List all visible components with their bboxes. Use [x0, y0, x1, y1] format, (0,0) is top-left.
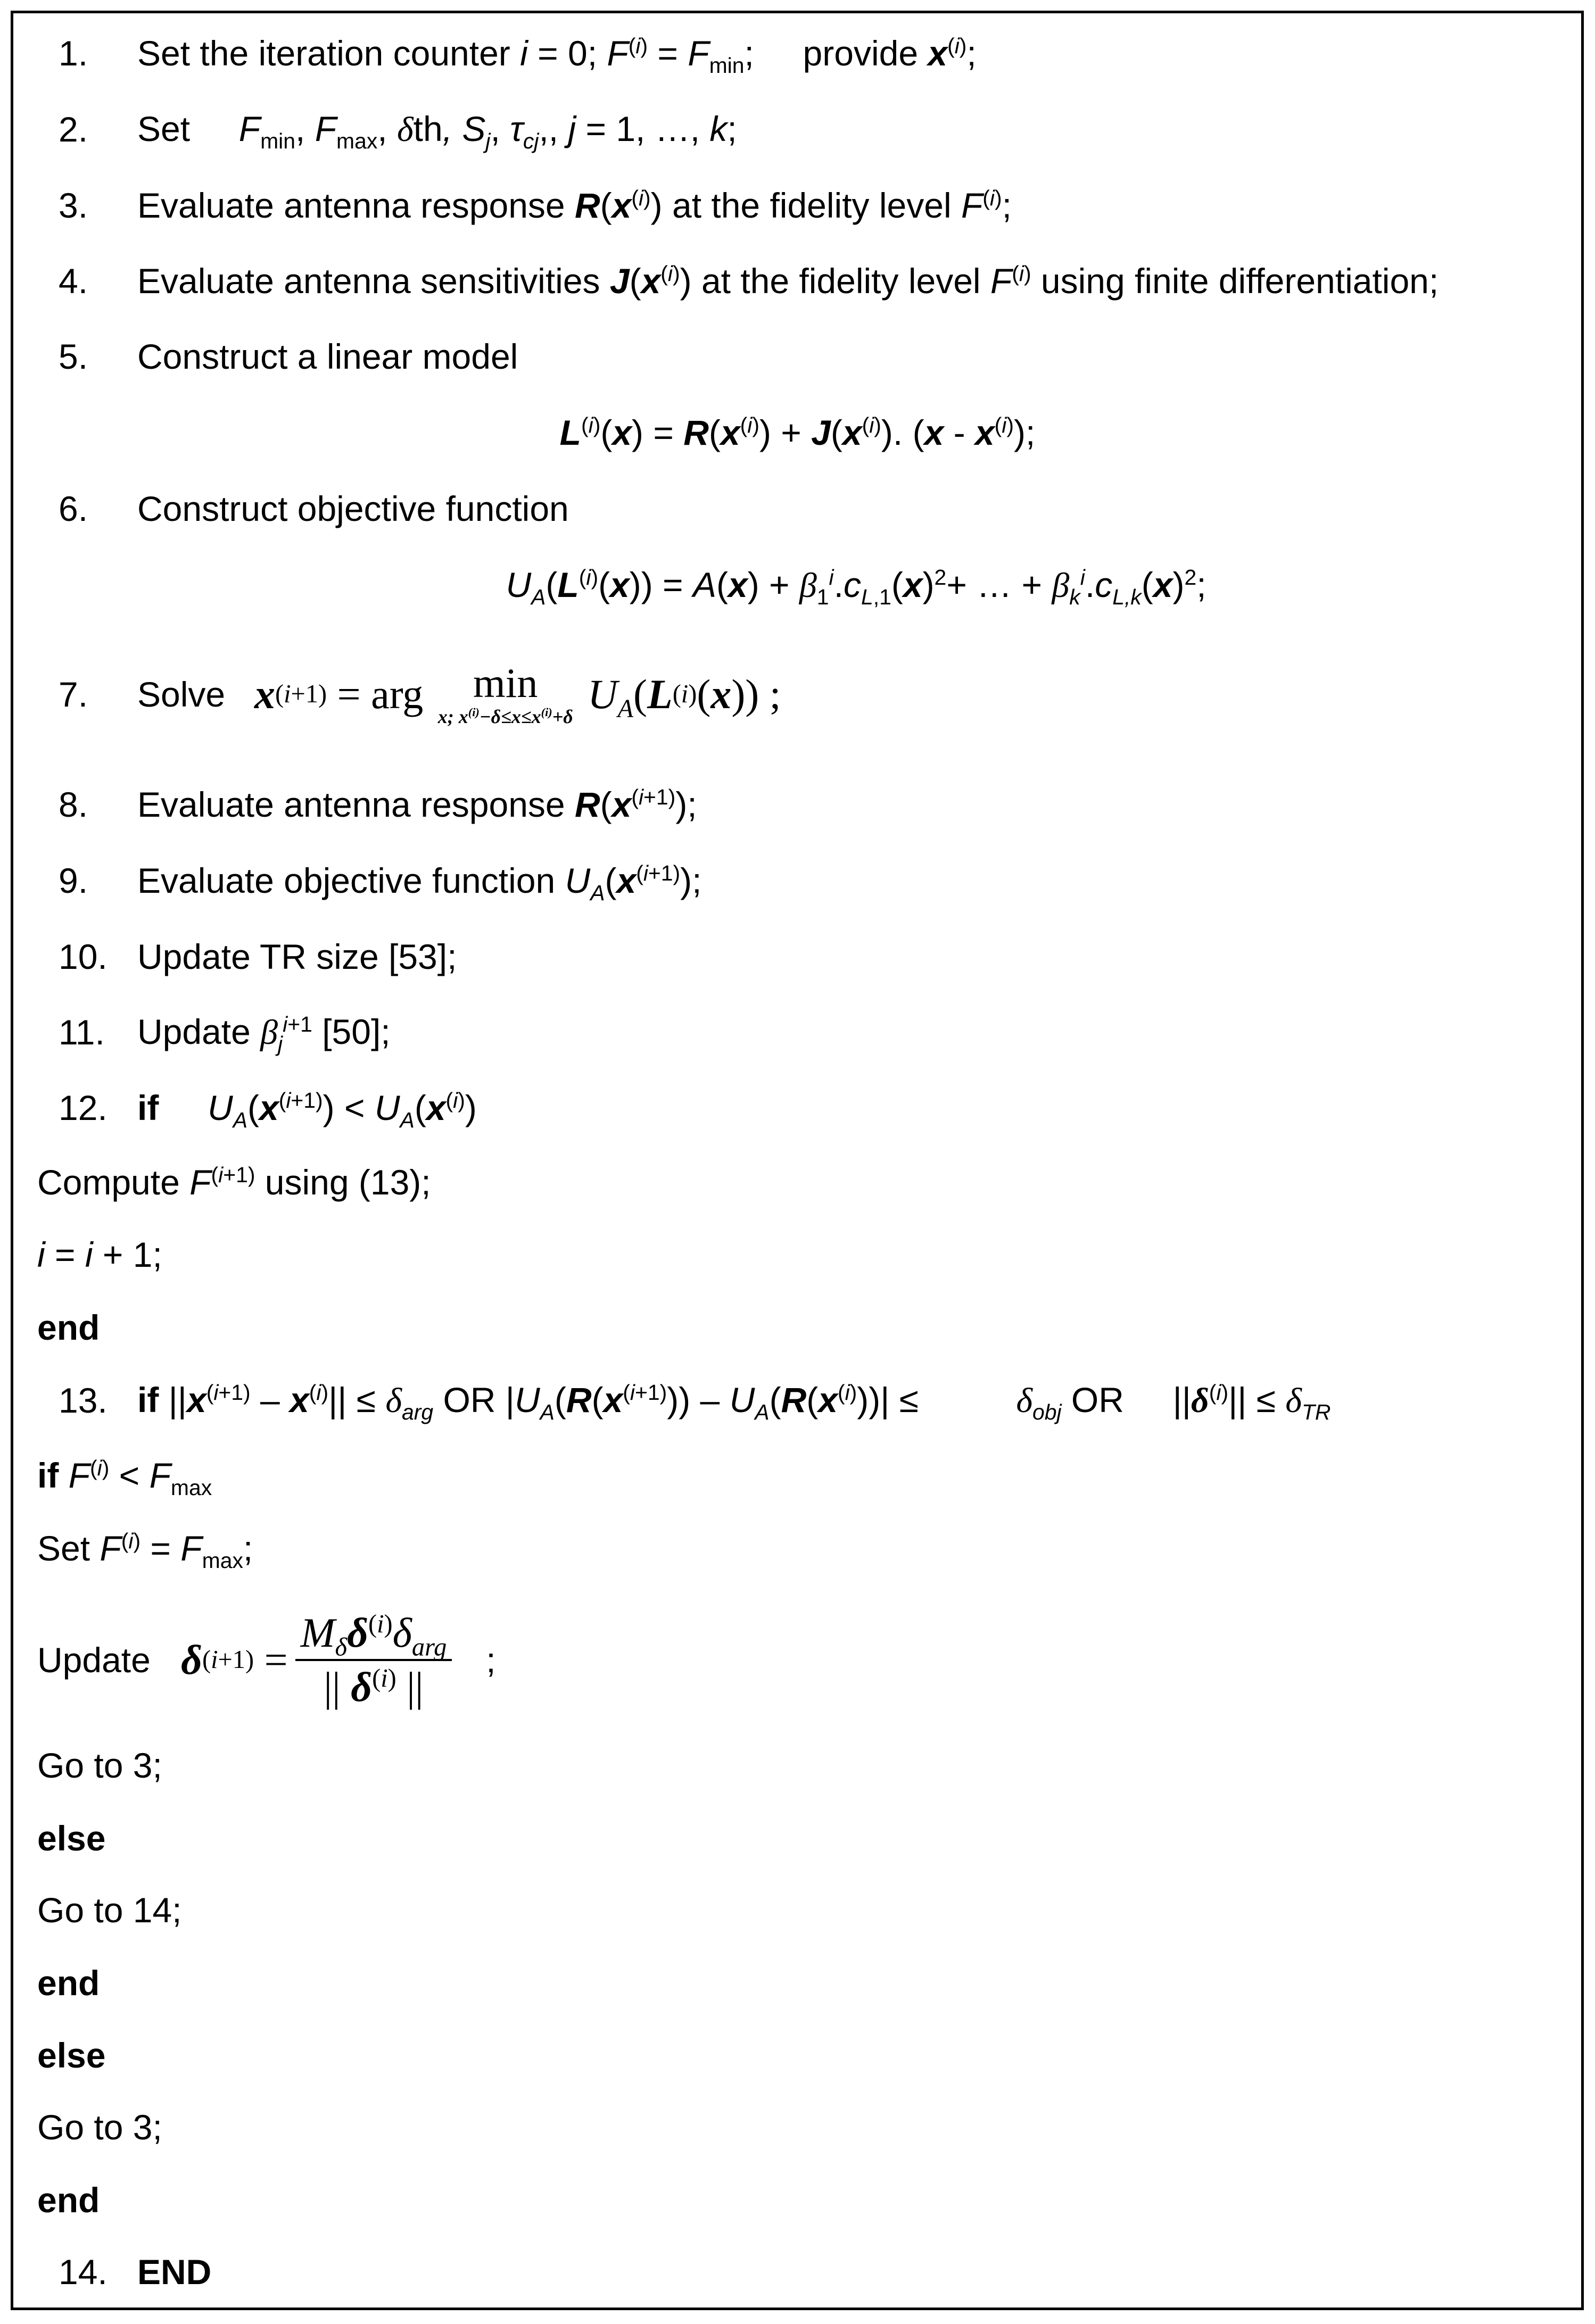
step-text-rendered: Set the iteration counter i = 0; $F^{(i)} = F_{min}$; provide $x^{(i)}$; [137, 34, 977, 78]
step-text-rendered: Evaluate antenna sensitivities $J(x^{(i)})$ at the fidelity level $F^{(i)}$ using finite differentiation; [137, 261, 1439, 301]
step-text: Construct objective function [137, 489, 569, 528]
step-5 [0, 325, 1595, 388]
step-13-if [0, 1443, 1595, 1507]
step-8 [0, 773, 1595, 836]
step-number: 4. [59, 261, 88, 301]
step-12 [0, 1076, 1595, 1140]
step-12-compute [0, 1150, 1595, 1214]
else-keyword: else [37, 2036, 106, 2075]
step-number: 2. [59, 110, 88, 149]
step-number: 3. [59, 186, 88, 225]
line-text: Go to 3; [37, 1746, 162, 1785]
equation: δ (i+1) = $\frac{M_\delta\delta^{(i)}\delta_{arg}}{|| \delta^{(i)} ||}$ ; [181, 1609, 496, 1710]
step-number: 8. [59, 785, 88, 824]
step-1 [0, 21, 1595, 85]
update-label: Update [37, 1640, 151, 1680]
step-13-end-inner [0, 1951, 1595, 2015]
step-number: 10. [59, 937, 108, 976]
line-rendered: Compute $F^{(i+1)}$ using (13); [37, 1163, 431, 1202]
step-number: 13. [59, 1381, 108, 1420]
end-keyword: end [37, 1308, 100, 1347]
equation: $L^{(i)}(x) = R(x^{(i)}) + J(x^{(i)})$. $(x - x^{(i)})$; [559, 413, 1036, 452]
step-2 [0, 97, 1595, 161]
step-12-increment [0, 1223, 1595, 1286]
step-number: 14. [59, 2252, 108, 2292]
step-number: 9. [59, 861, 88, 900]
step-13-set [0, 1516, 1595, 1580]
step-14 [0, 2240, 1595, 2304]
step-13-goto-3b [0, 2095, 1595, 2159]
step-13-else [0, 1806, 1595, 1870]
step-13-goto-3 [0, 1733, 1595, 1797]
step-6 [0, 477, 1595, 541]
step-12-end [0, 1296, 1595, 1359]
step-text: Update TR size [53]; [137, 937, 457, 976]
line-rendered: i = i + 1; [37, 1235, 162, 1274]
step-13 [0, 1368, 1595, 1432]
step-4 [0, 249, 1595, 313]
end-keyword: END [137, 2252, 212, 2292]
step-number: 12. [59, 1088, 108, 1127]
step-text-rendered: Evaluate antenna response $R(x^{(i+1)})$; [137, 785, 697, 824]
step-text-rendered: if $U_A(x^{(i+1)}) < U_A(x^{(i)})$ [137, 1088, 477, 1133]
step-number: 5. [59, 337, 88, 376]
line-rendered: if $F^{(i)} < F_{max}$ [37, 1456, 212, 1500]
step-text-rendered: if $||x^{(i+1)} - x^{(i)}|| \le \delta_{arg}$ OR $|U_A(R(x^{(i+1)})) - U_A(R(x^{(i)}))|$ ≤ $\delta_{obj}$ OR $||\delta^{(i)}|| \le \delta_{TR}$ [137, 1380, 1331, 1425]
line-text: Go to 14; [37, 1890, 182, 1930]
step-number: 7. [59, 675, 88, 714]
step-text-rendered: Set $F_{min}$, $F_{max}$, δth, $S_j$, $\tau_{cj}$,, j = 1, …, k; [137, 109, 737, 154]
step-number: 11. [59, 1012, 105, 1052]
else-keyword: else [37, 1819, 106, 1858]
step-5-equation [0, 401, 1595, 464]
step-6-equation [0, 553, 1595, 617]
step-13-goto-14 [0, 1878, 1595, 1942]
step-text: Solve [137, 675, 226, 714]
step-3 [0, 173, 1595, 237]
equation: x (i+1) = arg min x; $x^{(i)}-\delta\le x\le x^{(i)}+\delta$ $U_A$ ( L (i) ( x )) ; [254, 660, 781, 727]
step-text-rendered: Update $\beta_j^{i+1}$ [50]; [137, 1012, 391, 1057]
equation: $U_A(L^{(i)}(x)) = A(x) + \beta_1^i.c_{L,1}(x)^2+$ … + $\beta_k^i.c_{L,k}(x)^2$; [506, 565, 1206, 610]
line-text: Go to 3; [37, 2107, 162, 2147]
step-text-rendered: Evaluate objective function $U_A(x^{(i+1)})$; [137, 861, 702, 906]
step-13-update [0, 1591, 1595, 1729]
step-10 [0, 925, 1595, 989]
step-text: Construct a linear model [137, 337, 518, 376]
end-keyword: end [37, 1963, 100, 2003]
step-7 [0, 649, 1595, 740]
line-rendered: Set $F^{(i)} = F_{max}$; [37, 1529, 253, 1573]
end-keyword: end [37, 2180, 100, 2220]
step-number: 1. [59, 34, 88, 73]
step-13-else-outer [0, 2023, 1595, 2087]
step-11 [0, 1000, 1595, 1064]
step-number: 6. [59, 489, 88, 528]
step-9 [0, 849, 1595, 912]
step-text-rendered: Evaluate antenna response $R(x^{(i)})$ at the fidelity level $F^{(i)}$; [137, 186, 1012, 225]
step-13-end-outer [0, 2168, 1595, 2232]
